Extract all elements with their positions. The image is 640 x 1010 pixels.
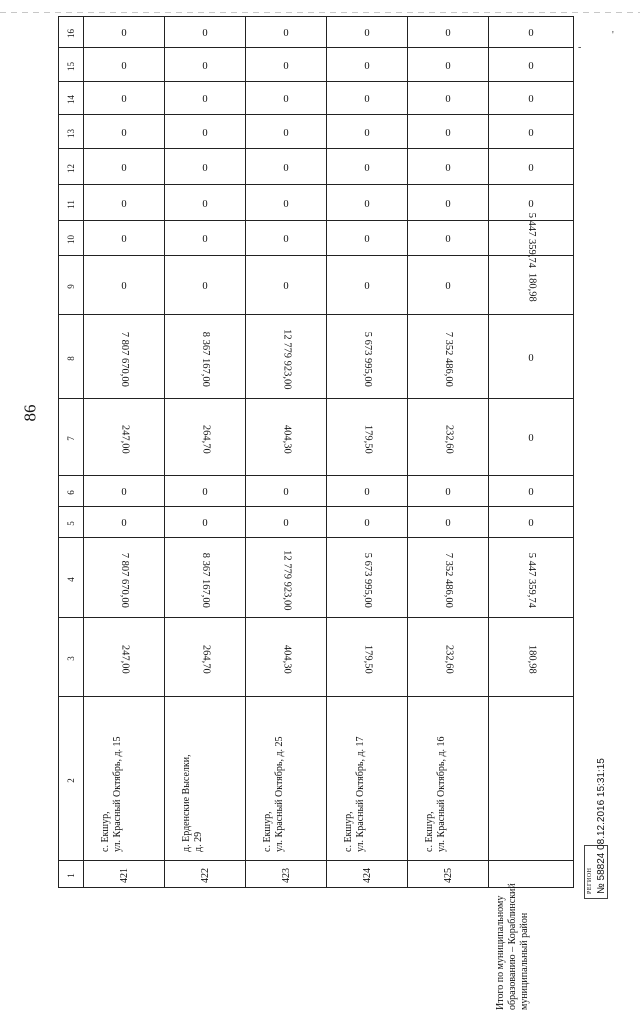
total-label [495,883,531,1010]
table-row [59,82,574,115]
cell-value: 0 [445,28,451,39]
cell-value: 5 673 995,00 [362,331,374,387]
total-cell [489,17,574,48]
total-cell [489,315,574,399]
row-index: 425 [442,868,454,883]
table-cell [165,315,246,399]
address-line: с. Екшур, [424,811,435,852]
cell-value: 0 [283,127,289,139]
address [181,754,205,852]
table-cell [246,861,327,888]
table-cell [165,618,246,697]
table-row [59,115,574,149]
cell-value: 0 [283,94,289,105]
cell-value: 0 [445,281,451,292]
address-line: д. Ерденские Выселки, [181,754,192,852]
column-number-cell [59,861,84,888]
column-number-cell [59,48,84,82]
cell-value: 0 [121,487,127,498]
cell-value: 0 [283,162,289,174]
cell-value: 0 [445,198,451,210]
table-cell [327,17,408,48]
table-cell [327,115,408,149]
address-line: ул. Красный Октябрь, д. 15 [112,736,123,852]
cell-value: 0 [364,487,370,498]
table-cell [246,48,327,82]
table-cell [84,256,165,315]
table-row [59,48,574,82]
table-cell [408,185,489,221]
table-cell [408,476,489,507]
total-value: 0 [528,518,534,529]
cell-value: 0 [121,94,127,105]
table-cell [84,149,165,185]
cell-value: 0 [202,127,208,139]
cell-value: 0 [202,162,208,174]
data-table [58,16,574,1010]
table-cell [408,221,489,256]
table-cell [246,697,327,861]
column-number: 3 [65,656,76,661]
total-value: 0 [528,487,534,498]
table-cell [84,697,165,861]
column-number: 2 [65,777,76,783]
total-value: 0 [528,60,534,72]
table-cell [327,697,408,861]
cell-value: 0 [364,127,370,139]
table-cell [246,538,327,618]
cell-value: 0 [445,518,451,529]
table-cell [84,48,165,82]
total-value: 0 [528,352,534,364]
table-cell [165,115,246,149]
table-cell [408,507,489,538]
registration-stamp: № 58824 08.12.2016 15:31:15 [596,758,607,894]
table-cell [246,476,327,507]
column-number-cell [59,17,84,48]
cell-value: 12 779 923,00 [281,328,293,389]
address [100,736,124,852]
cell-value: 0 [364,234,370,245]
cell-value: 0 [283,198,289,210]
total-cell [489,256,574,315]
column-number: 15 [65,61,76,71]
table-cell [165,256,246,315]
total-value: 5 447 359,74 [526,212,538,268]
row-index: 424 [361,868,373,883]
table-cell [408,697,489,861]
column-number-cell [59,507,84,538]
column-number-cell [59,221,84,256]
cell-value: 0 [202,28,208,39]
total-cell [489,399,574,476]
table-row [59,476,574,507]
total-value: 0 [528,94,534,105]
cell-value: 264,70 [200,424,212,454]
table-cell [327,48,408,82]
address [424,736,448,852]
table-cell [84,618,165,697]
margin-mark: - [578,42,582,53]
table-cell [84,476,165,507]
total-cell [489,861,574,888]
cell-value: 0 [202,281,208,292]
cell-value: 0 [283,60,289,72]
cell-value: 0 [445,94,451,105]
cell-value: 8 367 167,00 [200,552,212,608]
cell-value: 404,30 [281,424,293,454]
table-cell [327,82,408,115]
column-number-cell [59,185,84,221]
table-row [59,221,574,256]
column-number: 4 [65,576,76,582]
cell-value: 247,00 [119,424,131,454]
table-cell [327,185,408,221]
table-cell [246,256,327,315]
column-number: 7 [65,436,76,441]
cell-value: 5 673 995,00 [362,552,374,608]
table-cell [165,538,246,618]
table-cell [165,185,246,221]
cell-value: 7 807 670,00 [119,331,131,387]
cell-value: 0 [283,518,289,529]
cell-value: 0 [445,127,451,139]
table-cell [165,507,246,538]
total-label-line: Итого по муниципальному [495,895,506,1010]
table-cell [408,618,489,697]
cell-value: 0 [202,94,208,105]
cell-value: 0 [121,28,127,39]
table-cell [165,221,246,256]
table-cell [246,507,327,538]
table-cell [408,149,489,185]
cell-value: 0 [283,281,289,292]
table-row [59,538,574,618]
column-number-cell [59,256,84,315]
table-cell [246,315,327,399]
cell-value: 0 [121,518,127,529]
cell-value: 0 [364,162,370,174]
total-cell [489,48,574,82]
table-cell [84,507,165,538]
column-number: 11 [65,199,76,209]
cell-value: 7 352 486,00 [443,552,455,608]
total-cell [489,115,574,149]
table-cell [84,185,165,221]
cell-value: 0 [202,518,208,529]
column-number: 9 [65,284,76,289]
top-dashed-rule [0,12,640,13]
cell-value: 0 [121,281,127,292]
cell-value: 0 [202,234,208,245]
cell-value: 0 [121,162,127,174]
column-number-cell [59,697,84,861]
table-cell [327,618,408,697]
table-row [59,315,574,399]
table-cell [84,221,165,256]
total-value: 180,98 [526,644,538,674]
total-cell [489,82,574,115]
table-cell [408,315,489,399]
total-value: 5 447 359,74 [526,552,538,608]
address-line: ул. Красный Октябрь, д. 16 [436,736,447,852]
total-label-line: муниципальный район [519,912,530,1010]
cell-value: 0 [121,127,127,139]
table-cell [165,861,246,888]
total-cell [489,697,574,1010]
table-cell [327,256,408,315]
table-cell [408,82,489,115]
column-number: 12 [65,163,76,173]
cell-value: 0 [445,60,451,72]
total-value: 0 [528,162,534,174]
cell-value: 0 [202,60,208,72]
total-value: 0 [528,198,534,210]
table-cell [408,861,489,888]
table-cell [246,115,327,149]
address [262,736,286,852]
column-number-cell [59,115,84,149]
table-cell [84,82,165,115]
cell-value: 7 807 670,00 [119,552,131,608]
cell-value: 0 [202,487,208,498]
table-cell [408,538,489,618]
cell-value: 0 [445,234,451,245]
cell-value: 0 [445,487,451,498]
column-number-cell [59,399,84,476]
cell-value: 12 779 923,00 [281,549,293,610]
table-cell [327,149,408,185]
table-cell [84,538,165,618]
row-index: 422 [199,868,211,883]
address-line: с. Екшур, [262,811,273,852]
table-cell [327,315,408,399]
table-row [59,618,574,697]
column-number-cell [59,538,84,618]
total-label-line: образованию – Кораблинский [507,883,518,1010]
cell-value: 0 [364,281,370,292]
total-cell [489,538,574,618]
table-cell [246,149,327,185]
address [343,736,367,852]
table-cell [408,17,489,48]
table-row [59,697,574,861]
table-cell [84,399,165,476]
column-number: 14 [65,95,76,104]
total-cell [489,507,574,538]
table-cell [246,618,327,697]
table-row [59,861,574,888]
table-cell [327,861,408,888]
table-row [59,17,574,48]
table-cell [165,17,246,48]
address-line: ул. Красный Октябрь, д. 25 [274,736,285,852]
table-cell [327,221,408,256]
column-number-cell [59,149,84,185]
cell-value: 179,50 [362,644,374,674]
table-cell [408,256,489,315]
table-cell [327,507,408,538]
column-number: 16 [65,29,76,38]
cell-value: 247,00 [119,644,131,674]
cell-value: 404,30 [281,644,293,674]
address-line: ул. Красный Октябрь, д. 17 [355,736,366,852]
cell-value: 0 [121,60,127,72]
cell-value: 0 [364,198,370,210]
table-cell [408,399,489,476]
table-cell [246,399,327,476]
column-number: 6 [65,490,76,495]
column-number: 1 [65,873,76,878]
column-number-cell [59,476,84,507]
address-line: д. 29 [193,831,204,852]
table-row [59,256,574,315]
table-cell [84,315,165,399]
cell-value: 0 [364,28,370,39]
total-cell [489,618,574,697]
table-cell [246,185,327,221]
column-number-cell [59,315,84,399]
total-value: 0 [528,433,534,444]
table-cell [246,221,327,256]
cell-value: 0 [202,198,208,210]
cell-value: 0 [445,162,451,174]
table-cell [84,17,165,48]
table-row [59,149,574,185]
cell-value: 0 [283,28,289,39]
table-cell [327,399,408,476]
column-number: 8 [65,355,76,361]
column-number: 5 [65,521,76,526]
cell-value: 232,60 [443,424,455,454]
total-cell [489,212,574,268]
page-number: 86 [20,404,40,422]
table-cell [165,476,246,507]
cell-value: 232,60 [443,644,455,674]
table-cell [408,48,489,82]
column-number: 10 [65,235,76,244]
table-cell [165,149,246,185]
address-line: с. Екшур, [343,811,354,852]
total-value: 0 [528,127,534,139]
column-number: 13 [65,128,76,138]
cell-value: 8 367 167,00 [200,331,212,387]
table-cell [165,697,246,861]
column-number-cell [59,82,84,115]
margin-mark: ' [612,30,614,41]
cell-value: 264,70 [200,644,212,674]
table-row [59,507,574,538]
table-row [59,185,574,221]
table-cell [246,82,327,115]
cell-value: 7 352 486,00 [443,331,455,387]
table-cell [165,48,246,82]
cell-value: 179,50 [362,424,374,454]
total-value: 0 [528,28,534,39]
total-cell [489,476,574,507]
cell-value: 0 [364,60,370,72]
row-index: 421 [118,868,130,883]
address-line: с. Екшур, [100,811,111,852]
table-cell [165,82,246,115]
row-index: 423 [280,868,292,883]
cell-value: 0 [364,94,370,105]
total-value: 180,98 [526,272,538,302]
cell-value: 0 [283,487,289,498]
total-cell [489,149,574,185]
table-cell [327,538,408,618]
table-cell [327,476,408,507]
table-cell [165,399,246,476]
cell-value: 0 [364,518,370,529]
table-cell [246,17,327,48]
table-cell [84,115,165,149]
cell-value: 0 [121,198,127,210]
column-number-cell [59,618,84,697]
table-cell [408,115,489,149]
registry-logo: РЕГИОН [584,845,608,899]
cell-value: 0 [283,234,289,245]
table-cell [84,861,165,888]
table-row [59,399,574,476]
cell-value: 0 [121,234,127,245]
